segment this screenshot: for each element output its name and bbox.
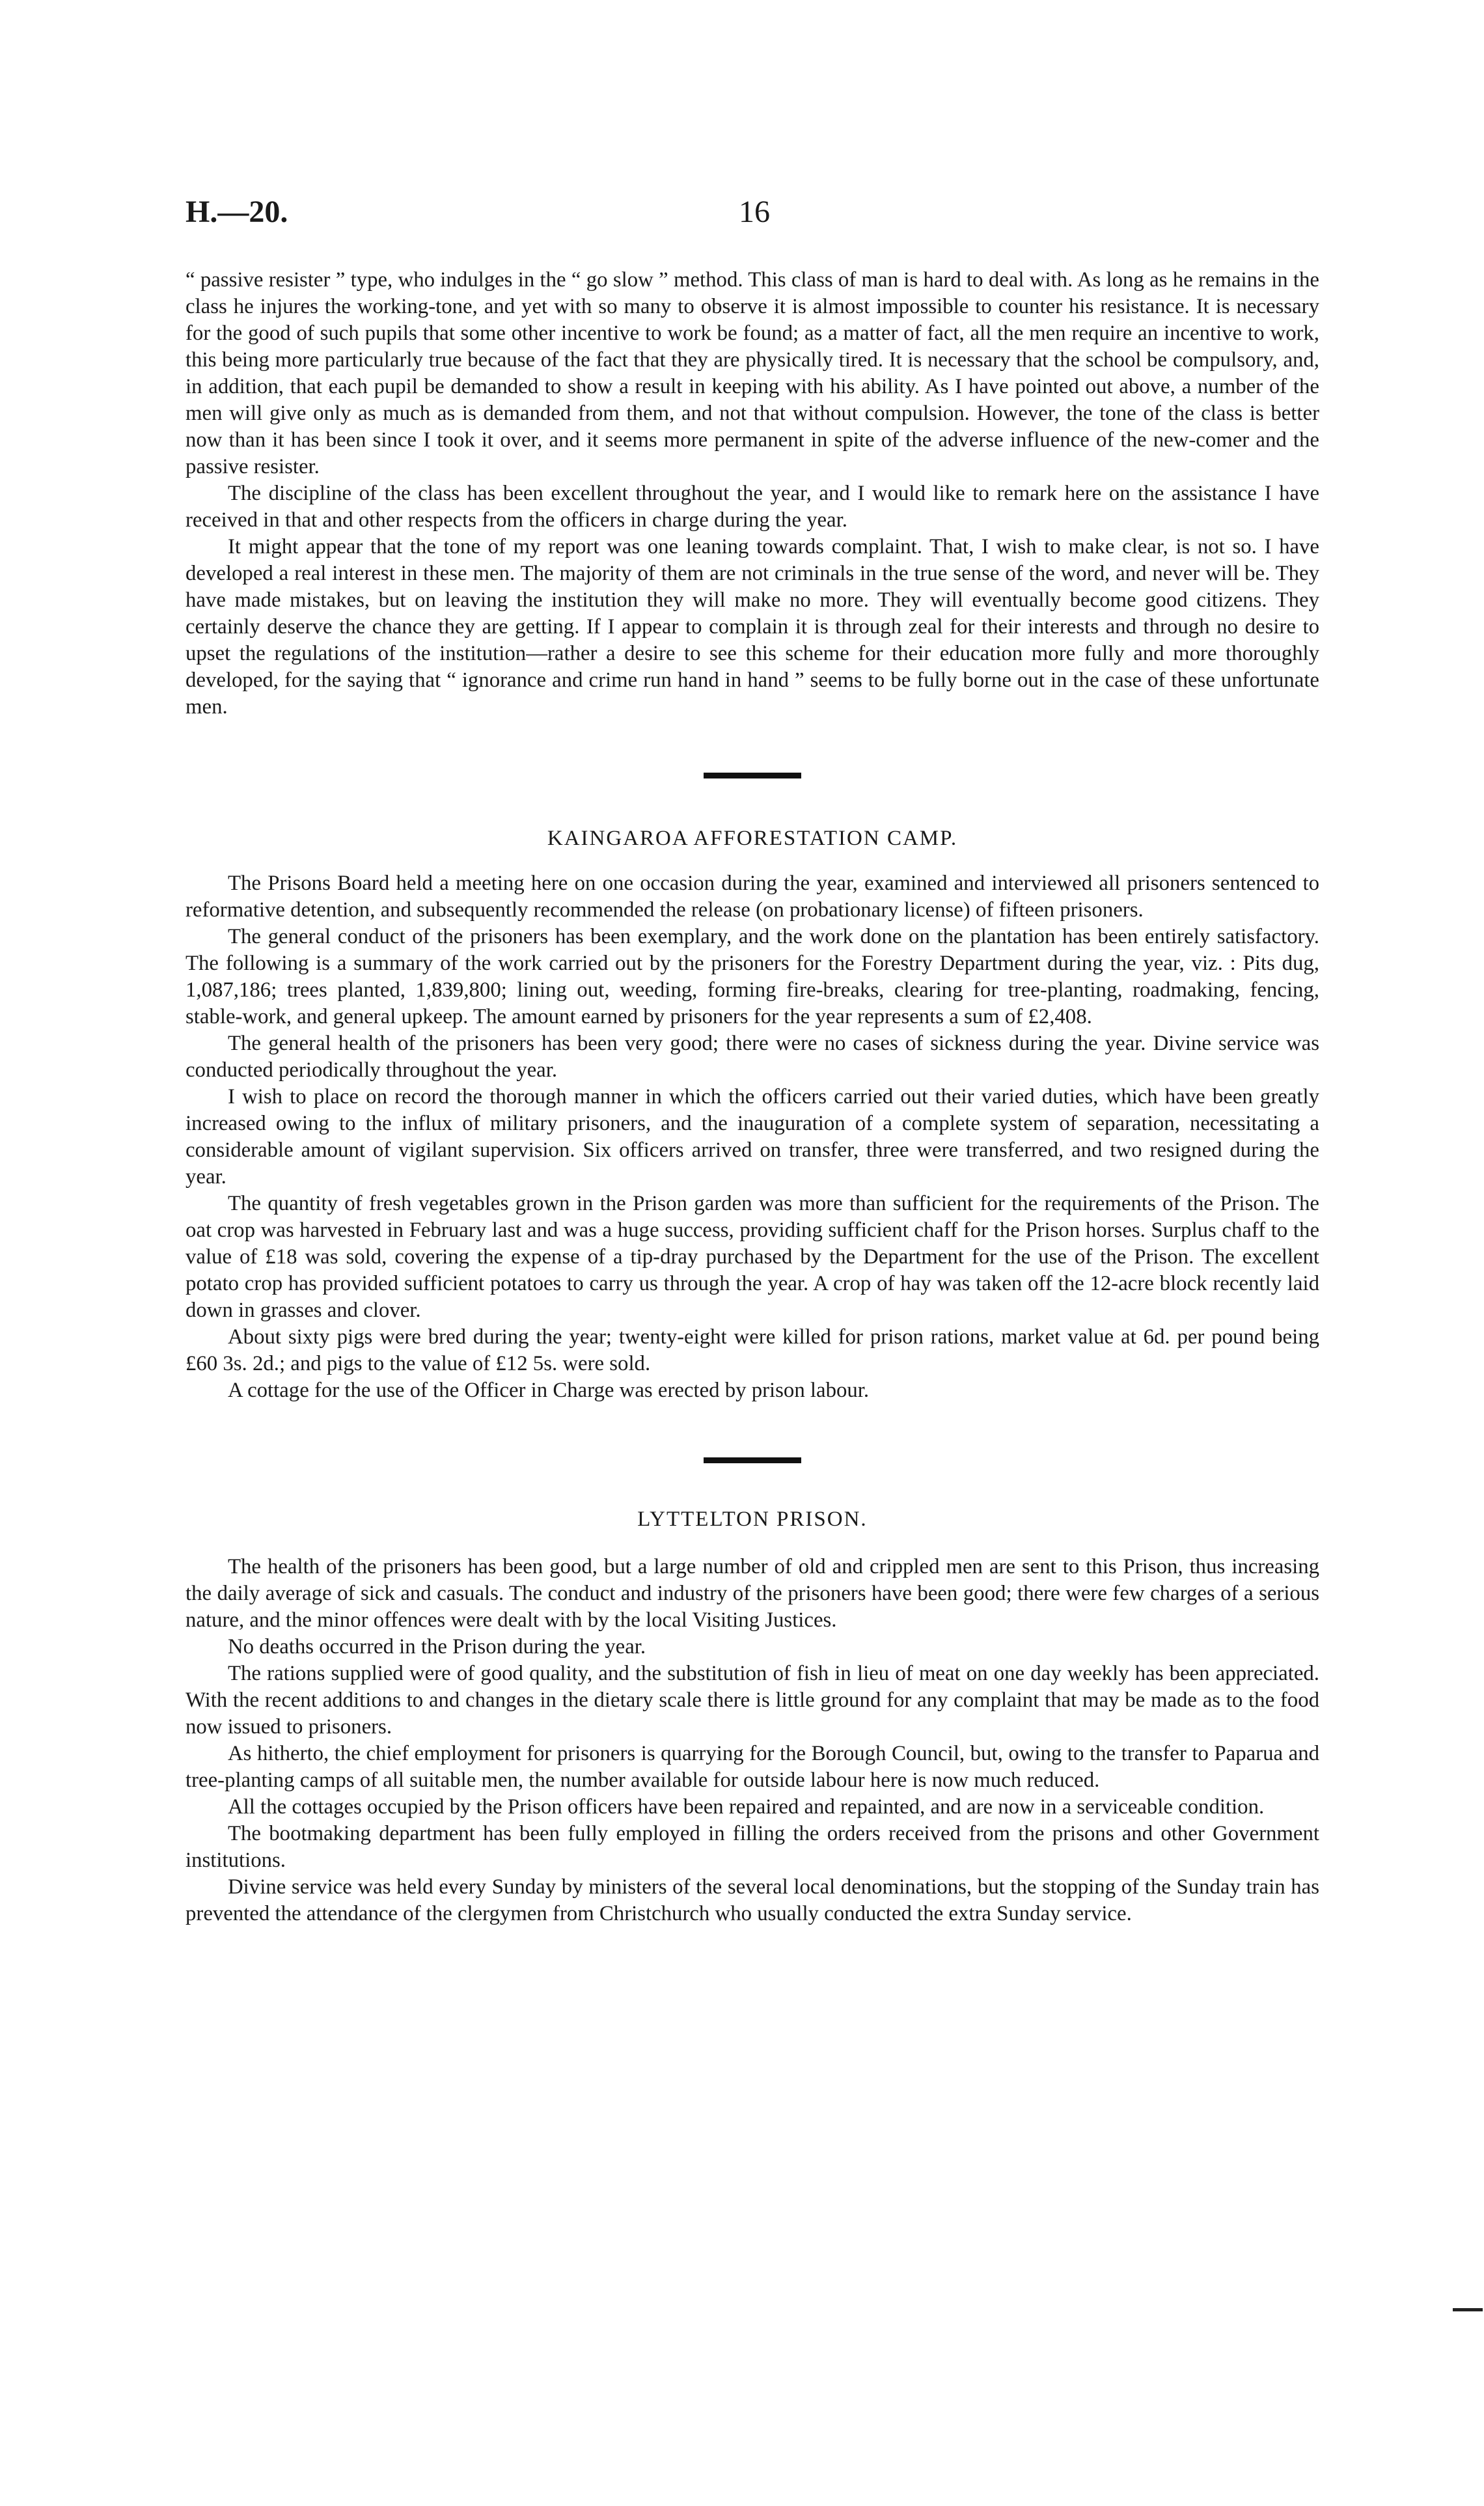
paragraph: No deaths occurred in the Prison during the year. — [228, 1635, 646, 1659]
paragraph: Divine service was held every Sunday by ministers of the several local denominations, but the stopping of the Sunday train has prevented the attendance of the clergymen from Christchurch who usually conducted the extra Sunday service. — [186, 1875, 1319, 1925]
paragraph: “ passive resister ” type, who indulges in the “ go slow ” method. This class of man is hard to deal with. As long as he remains in the class he injures the working-tone, and yet with so many to observe it is almost impossible to counter his resistance. It is necessary for the good of such pupils that some other incentive to work be found; as a matter of fact, all the men require an incentive to work, this being more particularly true because of the fact that they are physically tired. It is necessary that the school be compulsory, and, in addition, that each pupil be demanded to show a result in keeping with his ability. As I have pointed out above, a number of the men will give only as much as is demanded from them, and not that without compulsion. However, the tone of the class is better now than it has been since I took it over, and it seems more permanent in spite of the adverse influence of the new-comer and the passive resister. — [186, 268, 1319, 478]
page-body — [186, 267, 1319, 1927]
paragraph: It might appear that the tone of my report was one leaning towards complaint. That, I wish to make clear, is not so. I have developed a real interest in these men. The majority of them are not criminals in the true sense of the word, and never will be. They have made mistakes, but on leaving the institution they will make no more. They will eventually become good citizens. They certainly deserve the chance they are getting. If I appear to complain it is through zeal for their interests and through no desire to upset the regulations of the institution—rather a desire to see this scheme for their education more fully and more thoroughly developed, for the saying that “ ignorance and crime run hand in hand ” seems to be fully borne out in the case of these unfortunate men. — [186, 535, 1319, 719]
section-heading: LYTTELTON PRISON. — [637, 1508, 868, 1531]
kaingaroa-section — [186, 825, 1319, 1404]
lyttelton-section — [186, 1506, 1319, 1927]
paragraph: The bootmaking department has been fully employed in filling the orders received from the prisons and other Government institutions. — [186, 1822, 1319, 1872]
section-divider — [704, 1457, 801, 1463]
paragraph: The quantity of fresh vegetables grown in the Prison garden was more than sufficient for the requirements of the Prison. The oat crop was harvested in February last and was a huge success, providing sufficient chaff for the Prison horses. Surplus chaff to the value of £18 was sold, covering the expense of a tip-dray purchased by the Department for the use of the Prison. The excellent potato crop has provided sufficient potatoes to carry us through the year. A crop of hay was taken off the 12-acre block recently laid down in grasses and clover. — [186, 1192, 1319, 1322]
intro-section — [186, 267, 1319, 721]
paragraph: All the cottages occupied by the Prison officers have been repaired and repainted, and are now in a serviceable condition. — [228, 1795, 1265, 1819]
page-number: 16 — [739, 195, 770, 229]
paragraph: About sixty pigs were bred during the year; twenty-eight were killed for prison rations, market value at 6d. per pound being £60 3s. 2d.; and pigs to the value of £12 5s. were sold. — [186, 1325, 1319, 1375]
paragraph: As hitherto, the chief employment for prisoners is quarrying for the Borough Council, but, owing to the transfer to Paparua and tree-planting camps of all suitable men, the number available for outside labour here is now much reduced. — [186, 1742, 1319, 1792]
paragraph: The rations supplied were of good quality, and the substitution of fish in lieu of meat on one day weekly has been appreciated. With the recent additions to and changes in the dietary scale there is little ground for any complaint that may be made as to the food now issued to prisoners. — [186, 1662, 1319, 1739]
section-heading: KAINGAROA AFFORESTATION CAMP. — [547, 827, 958, 850]
margin-mark — [1453, 2308, 1483, 2311]
page-header — [186, 194, 1318, 240]
paragraph: The health of the prisoners has been good, but a large number of old and crippled men are sent to this Prison, thus increasing the daily average of sick and casuals. The conduct and industry of the prisoners have been good; there were few charges of a serious nature, and the minor offences were dealt with by the local Visiting Justices. — [186, 1555, 1319, 1632]
paragraph: A cottage for the use of the Officer in Charge was erected by prison labour. — [228, 1379, 870, 1402]
paragraph: I wish to place on record the thorough manner in which the officers carried out their varied duties, which have been greatly increased owing to the influx of military prisoners, and the inauguration of a complete system of separation, necessitating a considerable amount of vigilant supervision. Six officers arrived on transfer, three were transferred, and two resigned during the year. — [186, 1085, 1319, 1189]
document-code: H.—20. — [186, 195, 288, 229]
paragraph: The discipline of the class has been excellent throughout the year, and I would like to remark here on the assistance I have received in that and other respects from the officers in charge during the year. — [186, 482, 1319, 532]
section-divider — [704, 773, 801, 778]
paragraph: The general health of the prisoners has been very good; there were no cases of sickness during the year. Divine service was conducted periodically throughout the year. — [186, 1032, 1319, 1082]
paragraph: The Prisons Board held a meeting here on one occasion during the year, examined and interviewed all prisoners sentenced to reformative detention, and subsequently recommended the release (on probationary license) of fifteen prisoners. — [186, 872, 1319, 922]
paragraph: The general conduct of the prisoners has been exemplary, and the work done on the plantation has been entirely satisfactory. The following is a summary of the work carried out by the prisoners for the Forestry Department during the year, viz. : Pits dug, 1,087,186; trees planted, 1,839,800; lining out, weeding, forming fire-breaks, clearing for tree-planting, roadmaking, fencing, stable-work, and general upkeep. The amount earned by prisoners for the year represents a sum of £2,408. — [186, 925, 1319, 1028]
